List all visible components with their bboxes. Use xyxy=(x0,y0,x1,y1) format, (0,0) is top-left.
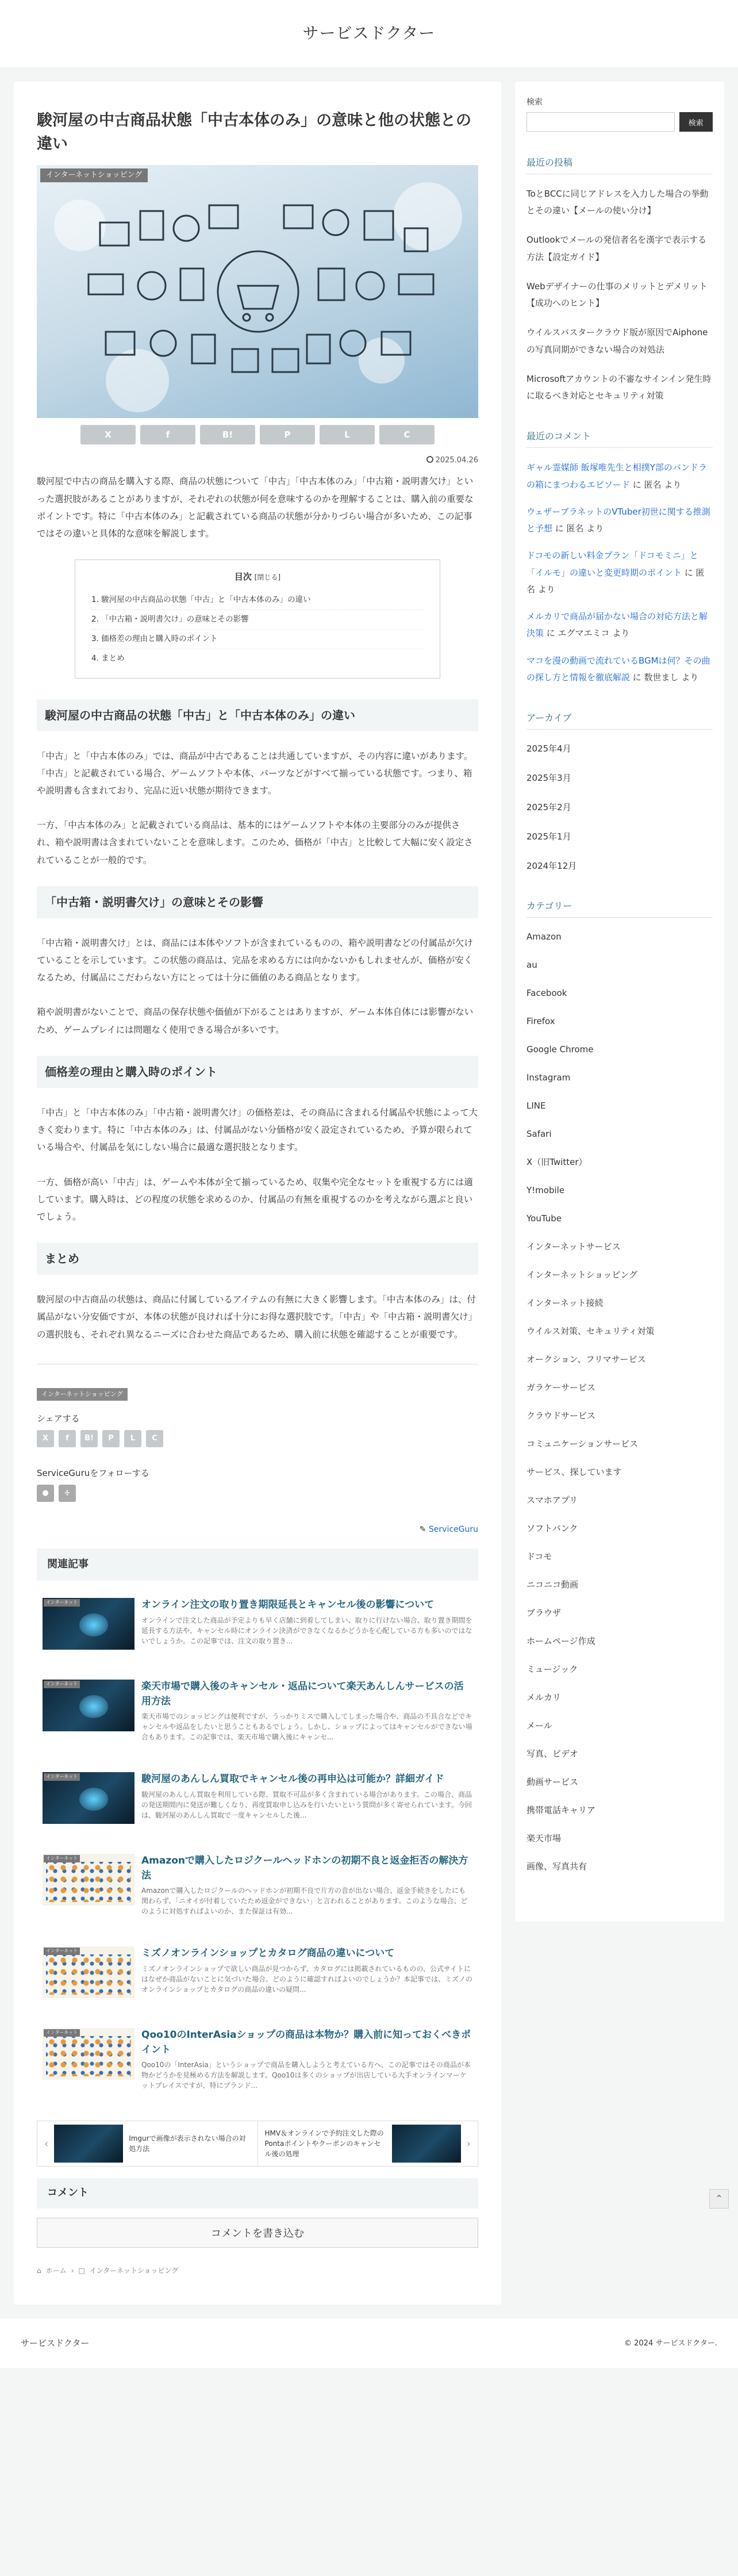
category-link[interactable]: Google Chrome xyxy=(526,1044,594,1055)
related-title[interactable]: オンライン注文の取り置き期限延長とキャンセル後の影響について xyxy=(141,1599,435,1611)
site-footer xyxy=(0,2318,738,2368)
section-heading: 駿河屋の中古商品の状態「中古」と「中古本体のみ」の違い xyxy=(37,699,478,731)
recent-comment-link[interactable]: メルカリで商品が届かない場合の対応方法と解決策 xyxy=(526,611,708,639)
share-pocket-button[interactable]: P xyxy=(260,425,315,444)
related-title[interactable]: ミズノオンラインショップとカタログ商品の違いについて xyxy=(141,1948,395,1960)
rss-icon[interactable]: ∻ xyxy=(59,1485,76,1502)
prev-post-link[interactable] xyxy=(37,2121,257,2166)
category-link[interactable]: ソフトバンク xyxy=(526,1523,578,1534)
category-link[interactable]: メルカリ xyxy=(526,1692,562,1703)
write-comment-button[interactable]: コメントを書き込む xyxy=(37,2218,478,2248)
site-title[interactable]: サービスドクター xyxy=(302,24,436,43)
next-post-link[interactable] xyxy=(257,2121,478,2166)
category-link[interactable]: X（旧Twitter） xyxy=(526,1156,587,1167)
related-heading: 関連記事 xyxy=(37,1548,478,1581)
category-link[interactable]: メール xyxy=(526,1720,552,1731)
comments-heading: コメント xyxy=(37,2178,478,2208)
follow-title: ServiceGuruをフォローする xyxy=(37,1467,149,1478)
prev-post-title[interactable]: Imgurで画像が表示されない場合の対処方法 xyxy=(129,2134,246,2153)
section-paragraph: 「中古」と「中古本体のみ」では、商品が中古であることは共通していますが、その内容に違いがあります。「中古」と記載されている場合、ゲームソフトや本体、パーツなどがすべて揃っている状態です。つまり、箱や説明書も含まれており、完品に近い状態が期待できます。 xyxy=(37,750,473,796)
related-item[interactable] xyxy=(37,1598,478,1650)
breadcrumb xyxy=(37,2265,478,2278)
toc-item[interactable]: 1. 駿河屋の中古商品の状態「中古」と「中古本体のみ」の違い xyxy=(91,591,424,610)
archive-link[interactable]: 2025年2月 xyxy=(526,802,571,812)
home-icon: ⌂ xyxy=(37,2266,41,2275)
recent-posts-widget xyxy=(526,155,713,404)
section-heading: まとめ xyxy=(37,1243,478,1275)
site-header xyxy=(0,0,738,68)
recent-comment-link[interactable]: マコを漫の動画で流れているBGMは何？その曲の探し方と情報を徹底解説 xyxy=(526,655,710,683)
archive-widget xyxy=(526,710,713,874)
chevron-left-icon: ‹ xyxy=(44,2137,49,2150)
category-link[interactable]: インターネットサービス xyxy=(526,1241,621,1252)
share-line-button[interactable]: L xyxy=(320,425,375,444)
toc-toggle[interactable]: [閉じる] xyxy=(254,573,281,582)
category-link[interactable]: 楽天市場 xyxy=(526,1833,562,1843)
share-buttons-top xyxy=(37,425,478,444)
widget-title: 最近のコメント xyxy=(526,428,713,448)
share-buttons-bottom xyxy=(37,1430,478,1447)
category-link[interactable]: 携帯電話キャリア xyxy=(526,1804,596,1815)
related-snippet: 楽天市場でのショッピングは便利ですが、うっかりミスで購入してしまった場合や、商品の不具合などでキャンセルや返品をしたいと思うこともあるでしょう。しかし、ショップによってはキャンセルができない場合もあります。この記事では、楽天市場で購入後にキャンセ... xyxy=(141,1712,472,1742)
widget-title: 最近の投稿 xyxy=(526,155,713,174)
category-link[interactable]: ブラウザ xyxy=(526,1607,562,1618)
archive-link[interactable]: 2025年1月 xyxy=(526,831,571,842)
recent-comments-widget xyxy=(526,428,713,686)
category-link[interactable]: Safari xyxy=(526,1128,552,1139)
related-snippet: Amazonで購入したロジクールのヘッドホンが初期不良で片方の音が出ない場合、返金手続きをしたにも関わらず、「ニオイが付着していたため返金ができない」と言われることがあります。このような場合、どのように対処すればよいのか、また保証は有効... xyxy=(141,1887,468,1916)
next-post-thumbnail[interactable] xyxy=(392,2125,461,2163)
recent-comment: マコを漫の動画で流れているBGMは何？その曲の探し方と情報を徹底解説 に 数世まし より xyxy=(526,655,710,683)
breadcrumb-category[interactable]: インターネットショッピング xyxy=(89,2266,179,2275)
recent-comment-link[interactable]: ギャル霊媒師 飯塚唯先生と相撲Y部のバンドラの箱にまつわるエピソード xyxy=(526,462,707,490)
author-link[interactable]: ✎ ServiceGuru xyxy=(419,1524,478,1534)
copy-link-button[interactable]: C xyxy=(146,1430,163,1447)
category-link[interactable]: 写真、ビデオ xyxy=(526,1748,578,1759)
ecommerce-icons-illustration xyxy=(66,188,451,395)
category-link[interactable]: Amazon xyxy=(526,931,562,942)
chevron-right-icon: › xyxy=(466,2137,471,2150)
category-link[interactable]: YouTube xyxy=(526,1213,562,1224)
folder-icon: □ xyxy=(78,2266,85,2275)
recent-comment-link[interactable]: ドコモの新しい料金プラン「ドコモミニ」と「イルモ」の違いと変更時期のポイント xyxy=(526,550,698,578)
search-label: 検索 xyxy=(526,98,543,107)
category-link[interactable]: ドコモ xyxy=(526,1551,552,1562)
category-link[interactable]: インターネット接続 xyxy=(526,1297,604,1308)
category-link[interactable]: ウイルス対策、セキュリティ対策 xyxy=(526,1325,655,1336)
recent-comment: メルカリで商品が届かない場合の対応方法と解決策 に エグマエミコ より xyxy=(526,611,708,639)
main-content xyxy=(14,82,501,2305)
category-link[interactable]: 画像、写真共有 xyxy=(526,1861,587,1872)
share-x-button[interactable]: X xyxy=(37,1430,54,1447)
related-title[interactable]: Amazonで購入したロジクールヘッドホンの初期不良と返金拒否の解決方法 xyxy=(141,1855,468,1881)
related-thumbnail[interactable]: インターネット xyxy=(43,2028,134,2080)
widget-title: アーカイブ xyxy=(526,710,713,730)
related-thumbnail[interactable]: インターネット xyxy=(43,1946,134,1998)
category-link[interactable]: ガラケーサービス xyxy=(526,1382,596,1393)
share-title: シェアする xyxy=(37,1413,80,1424)
category-link[interactable]: スマホアプリ xyxy=(526,1494,578,1505)
category-widget xyxy=(526,898,713,1874)
recent-post-link[interactable]: Microsoftアカウントの不審なサインイン発生時に取るべき対応とセキュリティ対策 xyxy=(526,373,712,401)
recent-post-link[interactable]: Webデザイナーの仕事のメリットとデメリット【成功へのヒント】 xyxy=(526,281,708,309)
archive-link[interactable]: 2024年12月 xyxy=(526,860,577,871)
sidebar xyxy=(515,82,724,1922)
recent-comment: ウェザーブラネットのVTuber初世に関する推測と予想 に 匿名 より xyxy=(526,506,710,534)
related-title[interactable]: Qoo10のInterAsiaショップの商品は本物か？購入前に知っておくべきポイント xyxy=(141,2029,471,2056)
related-item[interactable] xyxy=(37,1946,478,1998)
related-snippet: オンラインで注文した商品が予定よりも早く店舗に到着してしまい、取りに行けない場合、取り置き期間を延長する方法や、キャンセル時にオンライン決済ができなくなるかどうかを心配している方も多いのではないでしょうか。この記事では、注文の取り置き... xyxy=(141,1616,472,1645)
recent-post-link[interactable]: Outlookでメールの発信者名を漢字で表示する方法【設定ガイド】 xyxy=(526,235,707,262)
section-paragraph: 駿河屋の中古商品の状態は、商品に付属しているアイテムの有無に大きく影響します。「中古本体のみ」は、付属品がない分安価ですが、本体の状態が良ければ十分にお得な選択肢です。「中古」や「中古箱・説明書欠け」の選択肢も、それぞれ異なるニーズに合わせた商品であるため、購入前に状態を確認することが重要です。 xyxy=(37,1294,478,1340)
article-body xyxy=(37,473,478,1343)
related-item[interactable] xyxy=(37,1854,478,1916)
category-link[interactable]: au xyxy=(526,959,537,970)
section-heading: 「中古箱・説明書欠け」の意味とその影響 xyxy=(37,886,478,918)
eyecatch-image xyxy=(37,165,478,418)
related-item[interactable] xyxy=(37,1680,478,1742)
category-link[interactable]: コミュニケーションサービス xyxy=(526,1438,639,1449)
section-heading: 価格差の理由と購入時のポイント xyxy=(37,1056,478,1088)
archive-link[interactable]: 2025年4月 xyxy=(526,743,571,754)
search-button[interactable]: 検索 xyxy=(679,112,713,132)
related-list xyxy=(37,1598,478,2091)
category-tag[interactable]: インターネットショッピング xyxy=(37,1388,128,1401)
toc-title: 目次 [閉じる] xyxy=(234,572,281,582)
related-title[interactable]: 楽天市場で購入後のキャンセル・返品について楽天あんしんサービスの活用方法 xyxy=(141,1681,464,1707)
share-pocket-button[interactable]: P xyxy=(102,1430,120,1447)
related-item[interactable] xyxy=(37,2028,478,2091)
share-facebook-button[interactable]: f xyxy=(140,425,195,444)
intro-paragraph: 駿河屋で中古の商品を購入する際、商品の状態について「中古」「中古本体のみ」「中古箱・説明書欠け」といった選択肢があることがありますが、それぞれの状態が何を意味するのかを理解することは、購入前の重要なポイントです。特に「中古本体のみ」と記載されている商品の状態が分かりづらい場合が多いため、この記事ではその違いと具体的な意味を解説します。 xyxy=(37,476,474,539)
category-link[interactable]: 動画サービス xyxy=(526,1776,579,1787)
section-paragraph: 一方、「中古本体のみ」と記載されている商品は、基本的にはゲームソフトや本体の主要部分のみが提供され、箱や説明書は含まれていないことを意味します。このため、価格が「中古」と比較して大幅に安く設定されていることが一般的です。 xyxy=(37,820,473,865)
table-of-contents xyxy=(75,559,440,678)
category-link[interactable]: ミュージック xyxy=(526,1663,578,1674)
chevron-up-icon: ⌃ xyxy=(715,2192,723,2204)
related-snippet: Qoo10の「InterAsia」というショップで商品を購入しようと考えている方へ、この記事ではその商品が本物かどうかを見極める方法を解説します。Qoo10は多くのショップが出店している大手オンラインマーケットプレイスですが、特にブランド... xyxy=(141,2061,471,2090)
share-hatena-button[interactable]: B! xyxy=(80,1430,98,1447)
clock-icon xyxy=(426,456,433,463)
category-link[interactable]: Facebook xyxy=(526,987,567,998)
toc-item[interactable]: 2. 「中古箱・説明書欠け」の意味とその影響 xyxy=(91,610,424,630)
category-link[interactable]: クラウドサービス xyxy=(526,1410,596,1421)
toc-item[interactable]: 4. まとめ xyxy=(91,654,125,664)
recent-comment: ドコモの新しい料金プラン「ドコモミニ」と「イルモ」の違いと変更時期のポイント に 匿名 より xyxy=(526,550,705,595)
related-thumbnail[interactable]: インターネット xyxy=(43,1598,134,1650)
related-snippet: 駿河屋のあんしん買取を利用している際、買取不可品が多く含まれている場合があります。この場合、商品の発送期間内に発送が難しくなり、再度買取申し込みを行いたいという質問が多く寄せられています。今回は、駿河屋のあんしん買取で一度キャンセルした後... xyxy=(141,1790,472,1819)
widget-title: カテゴリー xyxy=(526,898,713,918)
feedly-icon[interactable]: ● xyxy=(37,1485,54,1502)
toc-item[interactable]: 3. 価格差の理由と購入時のポイント xyxy=(91,630,424,649)
related-thumbnail[interactable]: インターネット xyxy=(43,1854,134,1906)
recent-comment: ギャル霊媒師 飯塚唯先生と相撲Y部のバンドラの箱にまつわるエピソード に 匿名 より xyxy=(526,462,707,490)
recent-post-link[interactable]: ウイルスバスタークラウド版が原因でAiphoneの写真同期ができない場合の対処法 xyxy=(526,327,708,355)
share-hatena-button[interactable]: B! xyxy=(200,425,255,444)
archive-link[interactable]: 2025年3月 xyxy=(526,772,571,783)
category-label[interactable]: インターネットショッピング xyxy=(40,168,148,182)
category-link[interactable]: サービス、探しています xyxy=(526,1466,622,1477)
layout-container xyxy=(14,82,724,2305)
share-line-button[interactable]: L xyxy=(124,1430,141,1447)
recent-comment-link[interactable]: ウェザーブラネットのVTuber初世に関する推測と予想 xyxy=(526,506,710,534)
copy-link-button[interactable]: C xyxy=(379,425,435,444)
category-link[interactable]: オークション、フリマサービス xyxy=(526,1354,646,1364)
breadcrumb-home[interactable]: ホーム xyxy=(45,2266,67,2275)
footer-site-name[interactable]: サービスドクター xyxy=(21,2337,90,2348)
article-title: 駿河屋の中古商品状態「中古本体のみ」の意味と他の状態との違い xyxy=(37,112,471,153)
category-link[interactable]: Firefox xyxy=(526,1015,555,1026)
category-link[interactable]: Y!mobile xyxy=(526,1184,565,1195)
share-facebook-button[interactable]: f xyxy=(59,1430,76,1447)
related-thumbnail[interactable]: インターネット xyxy=(43,1680,134,1731)
related-item[interactable] xyxy=(37,1772,478,1824)
category-link[interactable]: ホームページ作成 xyxy=(526,1635,595,1646)
recent-post-link[interactable]: ToとBCCに同じアドレスを入力した場合の挙動とその違い【メールの使い分け】 xyxy=(526,188,709,216)
category-link[interactable]: LINE xyxy=(526,1100,546,1111)
post-date: 2025.04.26 xyxy=(37,454,478,467)
related-snippet: ミズノオンラインショップで欲しい商品が見つからず、カタログには掲載されているものの、公式サイトにはなぜか商品がないことに気づいた場合、どのように確認すればよいのでしょうか？本記事では、ミズノのオンラインショップとカタログの商品の違いの疑問... xyxy=(141,1964,473,1994)
section-paragraph: 「中古箱・説明書欠け」とは、商品には本体やソフトが含まれているものの、箱や説明書などの付属品が欠けていることを示しています。この状態の商品は、完品を求める方には向かないかもしれませんが、価格が安くなるため、付属品にこだわらない方にとっては十分に価値のある商品となります。 xyxy=(37,937,473,983)
follow-buttons xyxy=(37,1485,478,1502)
prev-post-thumbnail[interactable] xyxy=(54,2125,123,2163)
back-to-top-button[interactable] xyxy=(709,2189,729,2209)
related-title[interactable]: 駿河屋のあんしん買取でキャンセル後の再申込は可能か？詳細ガイド xyxy=(141,1773,444,1785)
search-form xyxy=(526,112,713,132)
section-paragraph: 箱や説明書がないことで、商品の保存状態や価値が下がることはありますが、ゲーム本体自体には影響がないため、ゲームプレイには問題なく使用できる場合が多いです。 xyxy=(37,1007,474,1035)
section-paragraph: 「中古」と「中古本体のみ」「中古箱・説明書欠け」の価格差は、その商品に含まれる付属品や状態によって大きく変わります。特に「中古本体のみ」は、付属品がない分価格が安く設定されているため、予算が限られている場合や、付属品を気にしない場合に最適な選択肢となります。 xyxy=(37,1107,478,1153)
share-x-button[interactable]: X xyxy=(80,425,136,444)
category-link[interactable]: インターネットショッピング xyxy=(526,1269,638,1280)
section-paragraph: 一方、価格が高い「中古」は、ゲームや本体が全て揃っているため、収集や完全なセットを重視する方には適しています。購入時は、どの程度の状態を求めるのか、付属品の有無を重視するのかを考えながら選ぶと良いでしょう。 xyxy=(37,1176,473,1222)
copyright: © 2024 サービスドクター. xyxy=(624,2339,717,2348)
related-thumbnail[interactable]: インターネット xyxy=(43,1772,134,1824)
breadcrumb-separator: › xyxy=(71,2266,74,2275)
category-link[interactable]: ニコニコ動画 xyxy=(526,1579,579,1590)
category-link[interactable]: Instagram xyxy=(526,1072,571,1083)
next-post-title[interactable]: HMV＆オンラインで予約注文した際のPontaポイントやクーポンのキャンセル後の処理 xyxy=(264,2129,384,2159)
search-input[interactable] xyxy=(526,112,675,132)
post-pager xyxy=(37,2121,478,2167)
